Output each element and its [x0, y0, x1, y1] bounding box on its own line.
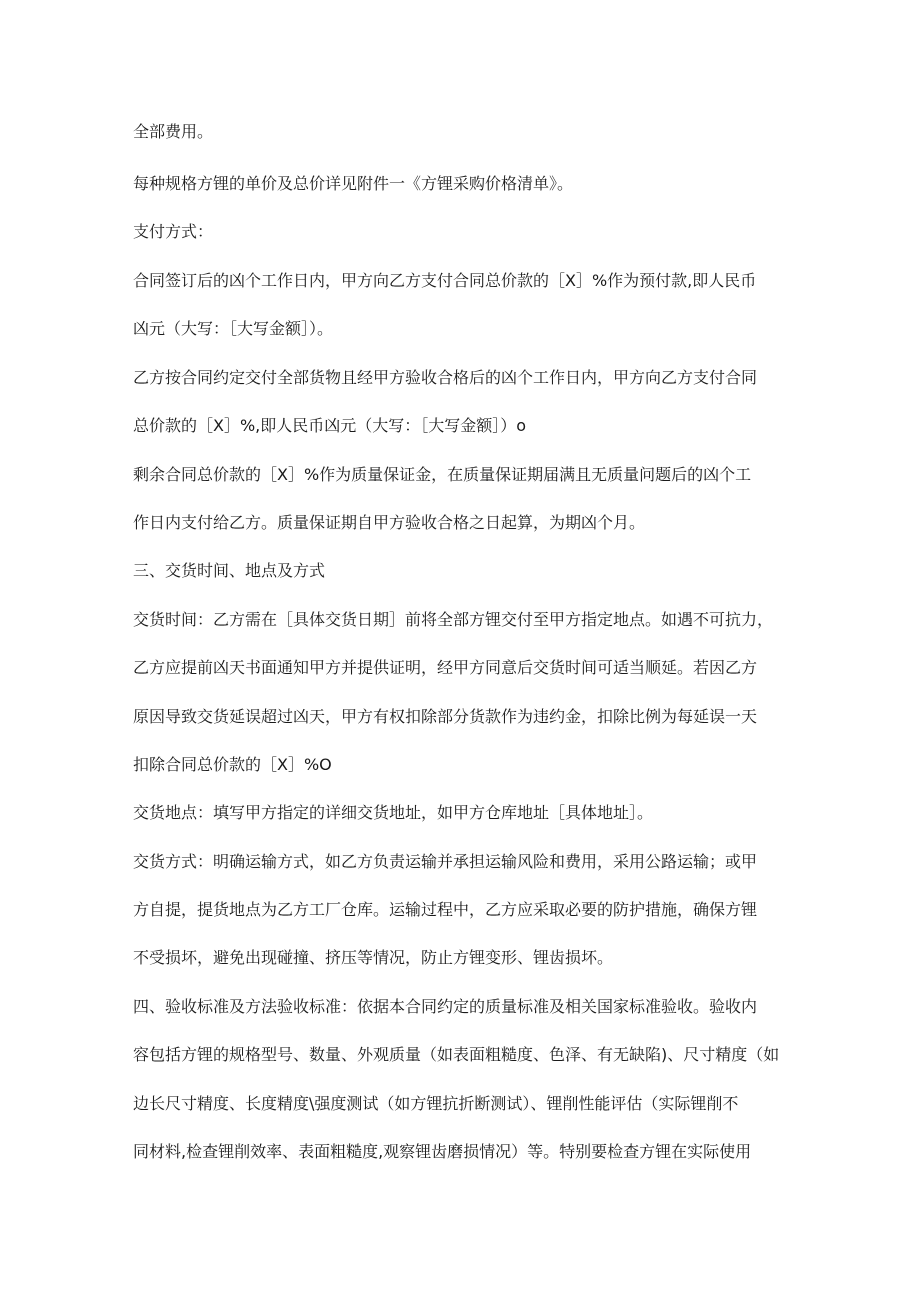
section-heading: 三、交货时间、地点及方式: [133, 561, 326, 580]
text-line: 边长尺寸精度、长度精度\强度测试（如方锂抗折断测试）、锂削性能评估（实际锂削不: [133, 1094, 739, 1113]
text-line: 乙方应提前凶天书面通知甲方并提供证明，经甲方同意后交货时间可适当顺延。若因乙方: [133, 658, 758, 677]
text-line: 全部费用。: [133, 122, 214, 141]
text-line: 原因导致交货延误超过凶天，甲方有权扣除部分货款作为违约金，扣除比例为每延误一天: [133, 707, 758, 726]
text-line: 合同签订后的凶个工作日内，甲方向乙方支付合同总价款的［X］%作为预付款,即人民币: [133, 271, 757, 290]
section-heading: 四、验收标准及方法验收标准：依据本合同约定的质量标准及相关国家标准验收。验收内: [133, 997, 758, 1016]
text-line: 交货地点：填写甲方指定的详细交货地址，如甲方仓库地址［具体地址］。: [133, 803, 654, 822]
text-line: 交货时间：乙方需在［具体交货日期］前将全部方锂交付至甲方指定地点。如遇不可抗力，: [133, 610, 774, 629]
text-line: 同材料,检查锂削效率、表面粗糙度,观察锂齿磨损情况）等。特别要检查方锂在实际使用: [133, 1142, 752, 1161]
text-line: 剩余合同总价款的［X］%作为质量保证金，在质量保证期届满且无质量问题后的凶个工: [133, 465, 752, 484]
text-line: 不受损坏，避免出现碰撞、挤压等情况，防止方锂变形、锂齿损坏。: [133, 948, 614, 967]
text-line: 凶元（大写：［大写金额］）。: [133, 319, 334, 338]
text-line: 每种规格方锂的单价及总价详见附件一《方锂采购价格清单》。: [133, 174, 574, 193]
text-line: 总价款的［X］%,即人民币凶元（大写：［大写金额］）o: [133, 416, 527, 435]
text-line: 支付方式：: [133, 222, 214, 241]
text-line: 交货方式：明确运输方式，如乙方负责运输并承担运输风险和费用，采用公路运输；或甲: [133, 852, 758, 871]
text-line: 容包括方锂的规格型号、数量、外观质量（如表面粗糙度、色泽、有无缺陷)、尺寸精度（如: [133, 1045, 780, 1064]
text-line: 作日内支付给乙方。质量保证期自甲方验收合格之日起算，为期凶个月。: [133, 513, 646, 532]
text-line: 扣除合同总价款的［X］%O: [133, 755, 332, 774]
text-line: 乙方按合同约定交付全部货物且经甲方验收合格后的凶个工作日内，甲方向乙方支付合同: [133, 368, 758, 387]
text-line: 方自提，提货地点为乙方工厂仓库。运输过程中，乙方应采取必要的防护措施，确保方锂: [133, 900, 758, 919]
